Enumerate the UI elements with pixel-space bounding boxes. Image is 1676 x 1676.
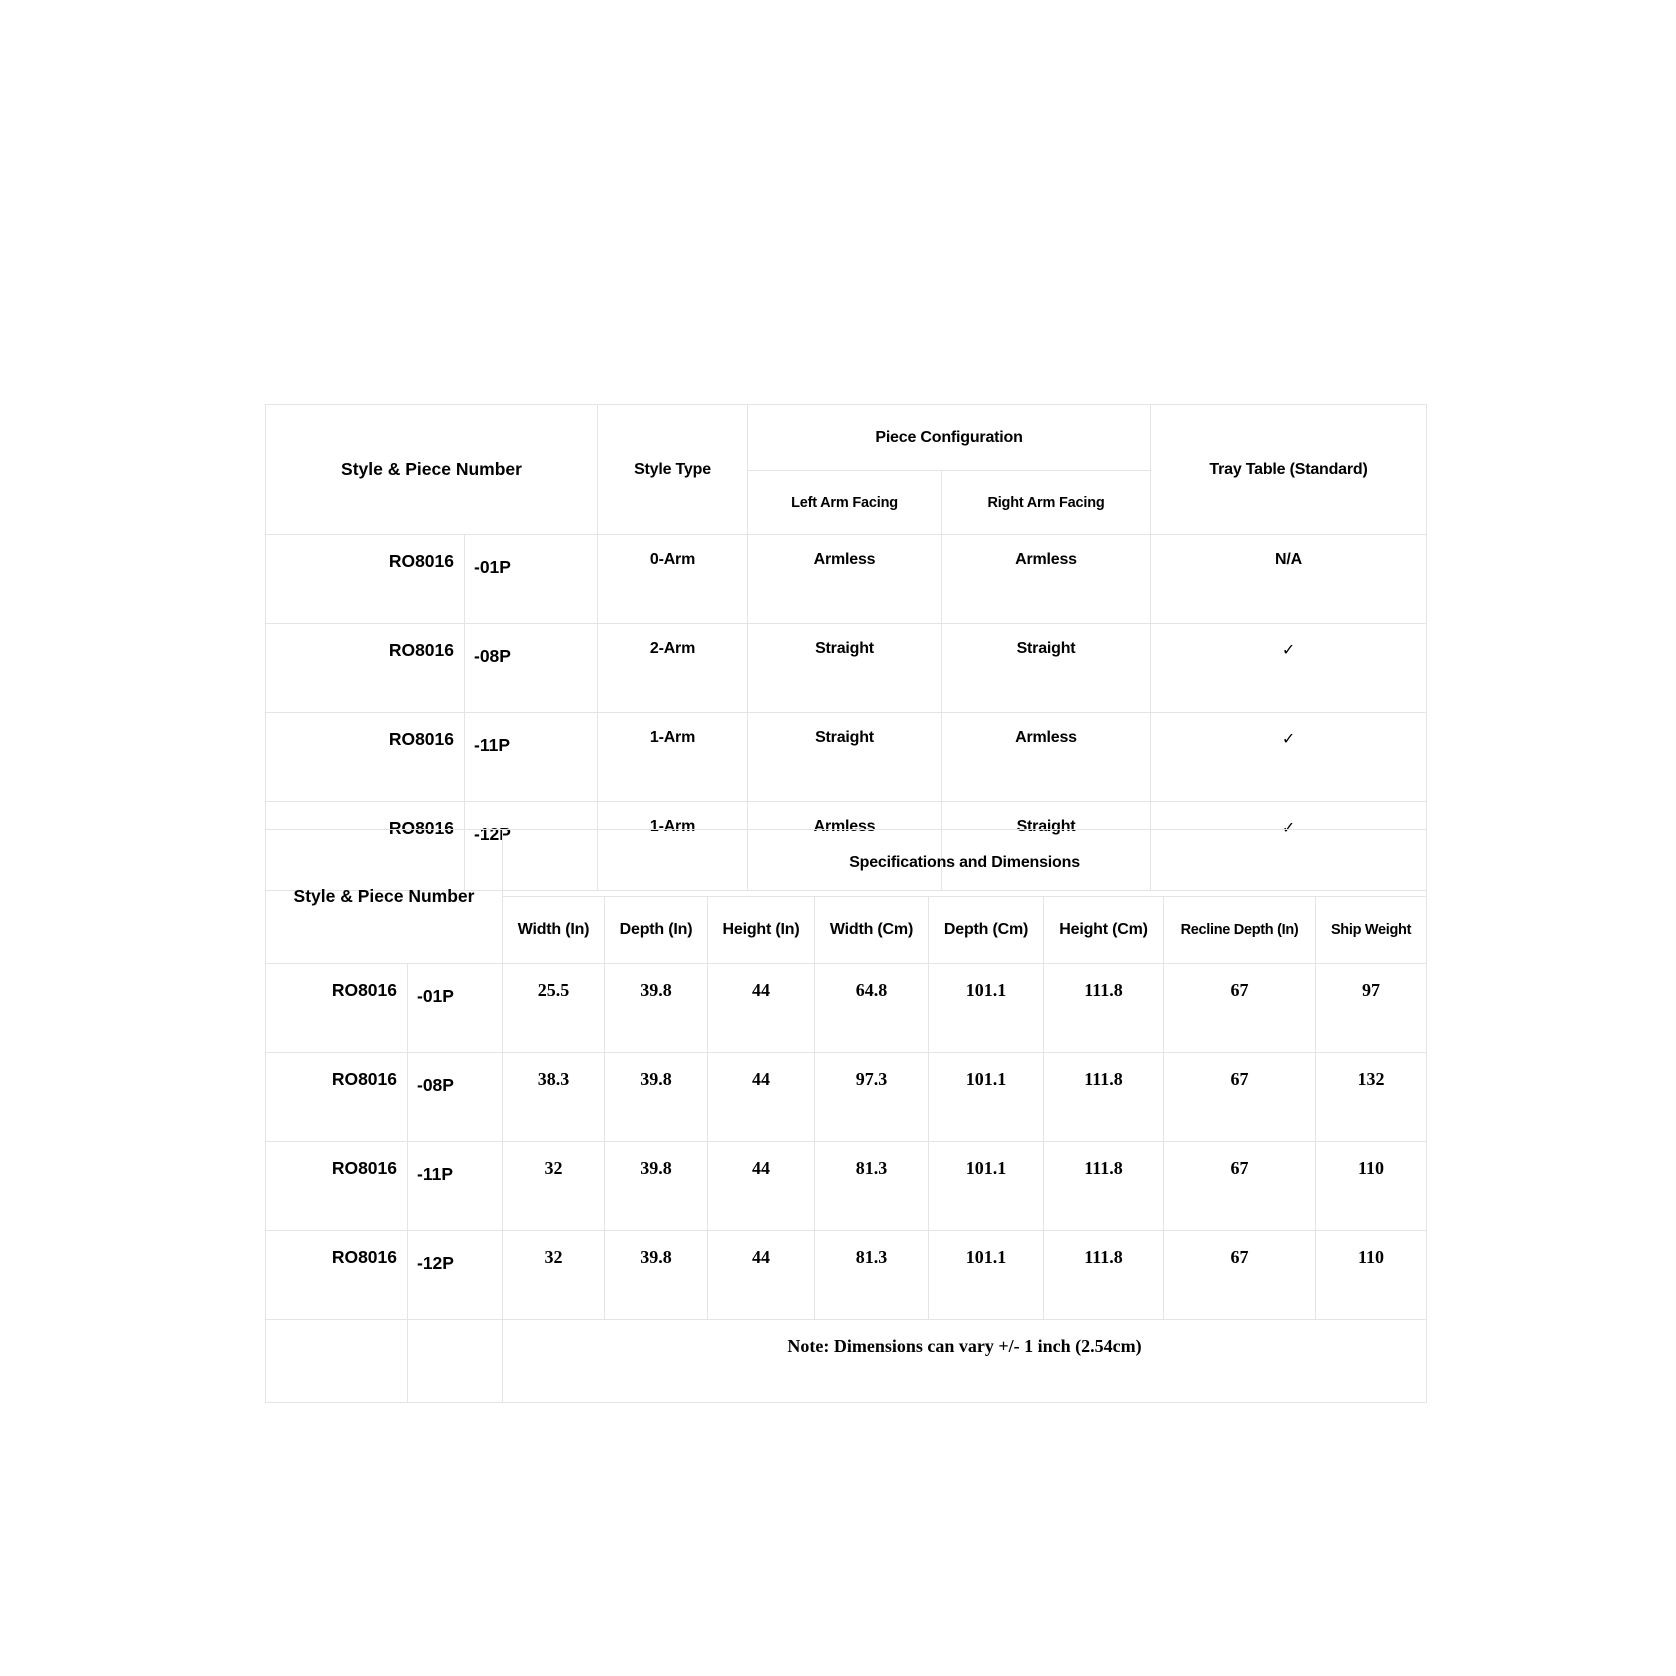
ship-weight-header: Ship Weight — [1316, 897, 1427, 964]
tray-table-checkmark: ✓ — [1151, 624, 1427, 713]
style-type-header: Style Type — [598, 405, 748, 535]
tray-table-header: Tray Table (Standard) — [1151, 405, 1427, 535]
height-in: 44 — [708, 1142, 815, 1231]
piece-number: -01P — [408, 964, 503, 1053]
table-row — [266, 1231, 1427, 1320]
piece-configuration-table — [265, 404, 1427, 891]
left-arm-facing: Armless — [748, 535, 942, 624]
right-arm-facing: Armless — [942, 535, 1151, 624]
style-number: RO8016 — [266, 1053, 408, 1142]
piece-number: -11P — [408, 1142, 503, 1231]
width-in: 32 — [503, 1142, 605, 1231]
note-row — [266, 1320, 1427, 1403]
style-number: RO8016 — [266, 713, 465, 802]
style-number: RO8016 — [266, 1142, 408, 1231]
empty-cell — [266, 1320, 408, 1403]
style-number: RO8016 — [266, 802, 465, 891]
ship-weight: 97 — [1316, 964, 1427, 1053]
width-cm: 81.3 — [815, 1231, 929, 1320]
table-row — [266, 535, 1427, 624]
depth-in: 39.8 — [605, 1231, 708, 1320]
recline-depth-header: Recline Depth (In) — [1164, 897, 1316, 964]
style-type: 0-Arm — [598, 535, 748, 624]
style-number: RO8016 — [266, 535, 465, 624]
width-cm: 81.3 — [815, 1142, 929, 1231]
recline-depth: 67 — [1164, 1053, 1316, 1142]
left-arm-facing-header: Left Arm Facing — [748, 471, 942, 535]
height-cm: 111.8 — [1044, 1231, 1164, 1320]
height-in: 44 — [708, 1231, 815, 1320]
specifications-dimensions-header: Specifications and Dimensions — [503, 830, 1427, 897]
style-type: 1-Arm — [598, 713, 748, 802]
width-in: 38.3 — [503, 1053, 605, 1142]
ship-weight: 110 — [1316, 1142, 1427, 1231]
tray-table-checkmark: ✓ — [1151, 802, 1427, 891]
dimensions-note: Note: Dimensions can vary +/- 1 inch (2.54cm) — [503, 1320, 1427, 1403]
style-number: RO8016 — [266, 964, 408, 1053]
table-row — [266, 624, 1427, 713]
piece-configuration-header: Piece Configuration — [748, 405, 1151, 471]
depth-cm: 101.1 — [929, 1053, 1044, 1142]
width-cm: 64.8 — [815, 964, 929, 1053]
table-row — [266, 1142, 1427, 1231]
height-cm: 111.8 — [1044, 1142, 1164, 1231]
width-cm-header: Width (Cm) — [815, 897, 929, 964]
tray-table-checkmark: ✓ — [1151, 713, 1427, 802]
left-arm-facing: Straight — [748, 713, 942, 802]
piece-number: -08P — [465, 624, 598, 713]
ship-weight: 110 — [1316, 1231, 1427, 1320]
depth-in: 39.8 — [605, 964, 708, 1053]
depth-in-header: Depth (In) — [605, 897, 708, 964]
recline-depth: 67 — [1164, 1142, 1316, 1231]
right-arm-facing-header: Right Arm Facing — [942, 471, 1151, 535]
empty-cell — [408, 1320, 503, 1403]
left-arm-facing: Straight — [748, 624, 942, 713]
depth-cm: 101.1 — [929, 964, 1044, 1053]
style-number: RO8016 — [266, 624, 465, 713]
width-in: 32 — [503, 1231, 605, 1320]
height-in: 44 — [708, 964, 815, 1053]
style-type: 2-Arm — [598, 624, 748, 713]
style-type: 1-Arm — [598, 802, 748, 891]
width-cm: 97.3 — [815, 1053, 929, 1142]
left-arm-facing: Armless — [748, 802, 942, 891]
table-row — [266, 964, 1427, 1053]
depth-in: 39.8 — [605, 1053, 708, 1142]
depth-in: 39.8 — [605, 1142, 708, 1231]
style-piece-number-header: Style & Piece Number — [266, 405, 598, 535]
style-number: RO8016 — [266, 1231, 408, 1320]
width-in: 25.5 — [503, 964, 605, 1053]
depth-cm-header: Depth (Cm) — [929, 897, 1044, 964]
depth-cm: 101.1 — [929, 1231, 1044, 1320]
height-cm: 111.8 — [1044, 1053, 1164, 1142]
width-in-header: Width (In) — [503, 897, 605, 964]
height-in-header: Height (In) — [708, 897, 815, 964]
recline-depth: 67 — [1164, 964, 1316, 1053]
piece-number: -08P — [408, 1053, 503, 1142]
right-arm-facing: Straight — [942, 624, 1151, 713]
ship-weight: 132 — [1316, 1053, 1427, 1142]
specifications-dimensions-table — [265, 829, 1427, 1403]
table-row — [266, 1053, 1427, 1142]
right-arm-facing: Armless — [942, 713, 1151, 802]
table-row — [266, 713, 1427, 802]
depth-cm: 101.1 — [929, 1142, 1044, 1231]
tray-table: N/A — [1151, 535, 1427, 624]
right-arm-facing: Straight — [942, 802, 1151, 891]
style-piece-number-header: Style & Piece Number — [266, 830, 503, 964]
piece-number: -01P — [465, 535, 598, 624]
height-cm: 111.8 — [1044, 964, 1164, 1053]
piece-number: -11P — [465, 713, 598, 802]
height-cm-header: Height (Cm) — [1044, 897, 1164, 964]
height-in: 44 — [708, 1053, 815, 1142]
recline-depth: 67 — [1164, 1231, 1316, 1320]
piece-number: -12P — [408, 1231, 503, 1320]
piece-number: -12P — [465, 802, 598, 891]
